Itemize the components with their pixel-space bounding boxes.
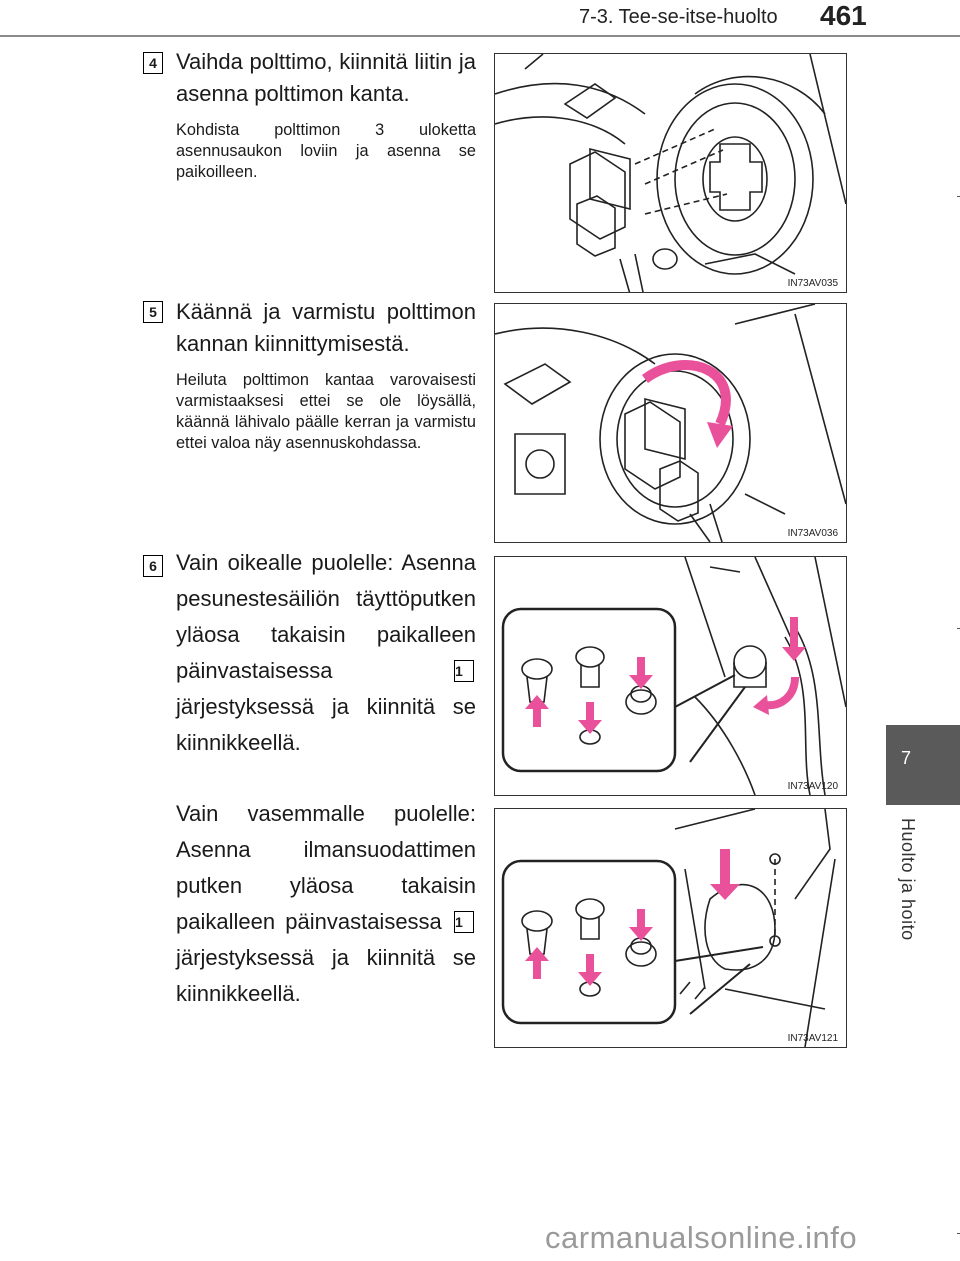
bulb-install-illustration (495, 54, 846, 292)
chapter-label: Huolto ja hoito (898, 818, 918, 941)
figure-code: IN73AV036 (787, 528, 838, 539)
chapter-number: 7 (900, 748, 911, 768)
right-side-instruction (176, 545, 476, 761)
figure-bulb-install (494, 53, 847, 293)
step-number: 5 (143, 301, 163, 323)
washer-tank-illustration (495, 557, 846, 795)
figure-code: IN73AV121 (787, 1033, 838, 1044)
bulb-rotate-illustration (495, 304, 846, 542)
left-side-instruction (176, 796, 476, 1012)
section-title: 7-3. Tee-se-itse-huolto (579, 6, 778, 28)
step-body: Heiluta polttimon kantaa varovaisesti varmistaaksesi ettei se ole löysällä, käännä lähivalo päälle kerran ja varmistu ettei valoa näy asennuskohdassa. (176, 371, 476, 452)
page-number: 461 (820, 0, 867, 31)
instruction-text: Vain vasemmalle puolelle: Asenna ilmansuodattimen putken yläosa takaisin paikalleen päinvastaisessa (176, 801, 476, 934)
step-heading: Vaihda polttimo, kiinnitä liitin ja asenna polttimon kanta. (176, 49, 476, 106)
figure-code: IN73AV035 (787, 278, 838, 289)
step-number: 6 (143, 555, 163, 577)
step-number: 4 (143, 52, 163, 74)
watermark: carmanualsonline.info (545, 1220, 858, 1255)
figure-code: IN73AV120 (787, 781, 838, 792)
air-filter-illustration (495, 809, 846, 1047)
reference-number-box: 1 (454, 660, 474, 682)
figure-washer-tank-clip (494, 556, 847, 796)
figure-air-filter-clip (494, 808, 847, 1048)
step-body: Kohdista polttimon 3 uloketta asennusaukon loviin ja asenna se paikoilleen. (176, 121, 476, 181)
reference-number-box: 1 (454, 911, 474, 933)
instruction-text: Vain oikealle puolelle: Asenna pesunestesäiliön täyttöputken yläosa takaisin paikalleen päinvastaisessa (176, 550, 476, 683)
figure-bulb-rotate (494, 303, 847, 543)
step-heading: Käännä ja varmistu polttimon kannan kiinnittymisestä. (176, 299, 476, 356)
instruction-text: järjestyksessä ja kiinnitä se kiinnikkeellä. (176, 945, 476, 1006)
header-divider (0, 35, 960, 37)
instruction-text: järjestyksessä ja kiinnitä se kiinnikkeellä. (176, 694, 476, 755)
